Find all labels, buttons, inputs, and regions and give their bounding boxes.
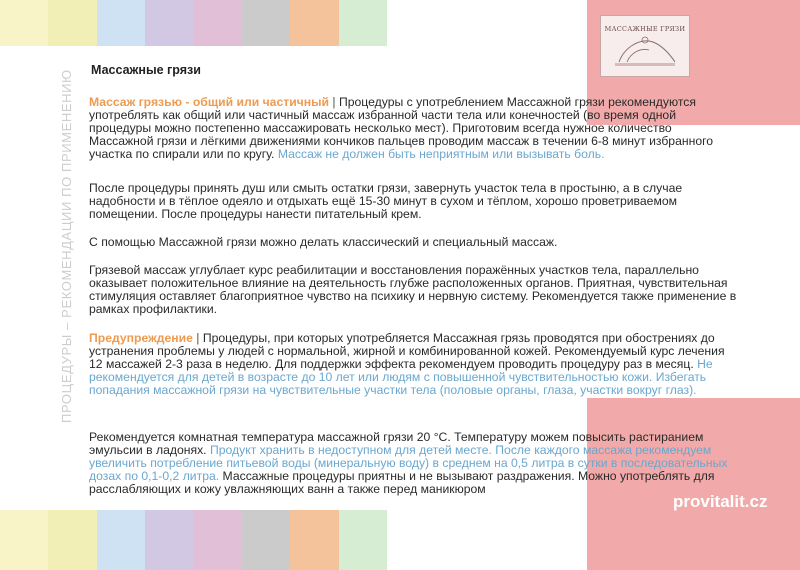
paragraph-massage [89,96,739,161]
paragraph-warning [89,332,739,397]
stripe [194,510,242,570]
paragraph-note: Продукт хранить в недоступном для детей месте. После каждого массажа рекомендуем увеличить потребление питьевой воды (минеральную воду) в среднем на 0,5 литра в сутки в последовательных дозах по 0,1-0,2 литра. [89,443,728,483]
paragraph-benefits: Грязевой массаж углублает курс реабилитации и восстановления поражённых участков тела, параллельно оказывает положительное влияние на деятельность глубже расположенных органов. Приятная, чувствительная стимуляция оставляет благоприятное чувство на психику и нервную систему. Рекомендуется также применение в рамках профилактики. [89,263,737,316]
paragraph-heading: Предупреждение [89,331,193,345]
page-title: Массажные грязи [91,63,201,77]
website-link[interactable]: provitalit.cz [673,492,768,511]
separator: | [332,95,336,109]
separator: | [196,331,200,345]
paragraph-note: Не рекомендуется для детей в возрасте до 10 лет или людям с повышенной чувствительностью кожи. Избегать попадания массажной грязи на чувствительные участки тела (половые органы, глаза, участки вокруг глаз). [89,357,713,397]
paragraph-massage-types: С помощью Массажной грязи можно делать классический и специальный массаж. [89,235,558,249]
paragraph-note: Массаж не должен быть неприятным или вызывать боль. [277,147,605,161]
stripe [0,510,48,570]
stripe [242,0,290,46]
paragraph-text: Рекомендуется комнатная температура массажной грязи 20 °C. Температуру можем повысить растиранием эмульсии в ладонях. [89,430,704,457]
stripe [290,0,338,46]
stripe [145,0,193,46]
brand-logo [600,15,690,77]
top-color-stripes [0,0,387,46]
paragraph-storage [89,431,739,496]
paragraph-heading: Массаж грязью - общий или частичный [89,95,330,109]
stripe [242,510,290,570]
stripe [339,510,387,570]
stripe [48,510,96,570]
stripe [0,0,48,46]
paragraph-text: Процедуры с употреблением Массажной грязи рекомендуются употреблять как общий или частичный массаж избранной части тела или конечностей (во время одной процедуры можно постепенно массажировать несколько мест). Приготовим всегда нужное количество Массажной грязи и лёгкими движениями кончиков пальцев проводим массаж в течении 6-8 минут избранного участка по спирали или по кругу. [89,95,714,161]
section-vertical-label: ПРОЦЕДУРЫ – РЕКОМЕНДАЦИИ ПО ПРИМЕНЕНИЮ [59,69,74,423]
stripe [290,510,338,570]
paragraph-aftercare: После процедуры принять душ или смыть остатки грязи, завернуть участок тела в простыню, а в случае надобности и в тёплое одеяло и отдыхать ещё 15-30 минут в сухом и тёплом, хорошо проветриваемом помещении. После процедуры нанести питательный крем. [89,181,683,221]
stripe [145,510,193,570]
paragraph-text: Процедуры, при которых употребляется Массажная грязь проводятся при обострениях до устранения проблемы у людей с нормальной, жирной и комбинированной кожей. Рекомендуемый курс лечения 12 массажей 2-3 раза в неделю. Для поддержки эффекта рекомендуем проводить процедуру раз в месяц. [89,331,725,371]
stripe [194,0,242,46]
logo-figure-icon [601,16,689,76]
stripe [48,0,96,46]
stripe [339,0,387,46]
stripe [97,510,145,570]
logo-title: МАССАЖНЫЕ ГРЯЗИ [604,25,686,33]
bottom-color-stripes [0,510,387,570]
stripe [97,0,145,46]
paragraph-text: Массажные процедуры приятны и не вызывают раздражения. Можно употреблять для расслабляющих и кожу увлажняющих ванн а также перед маникюром [89,469,715,496]
